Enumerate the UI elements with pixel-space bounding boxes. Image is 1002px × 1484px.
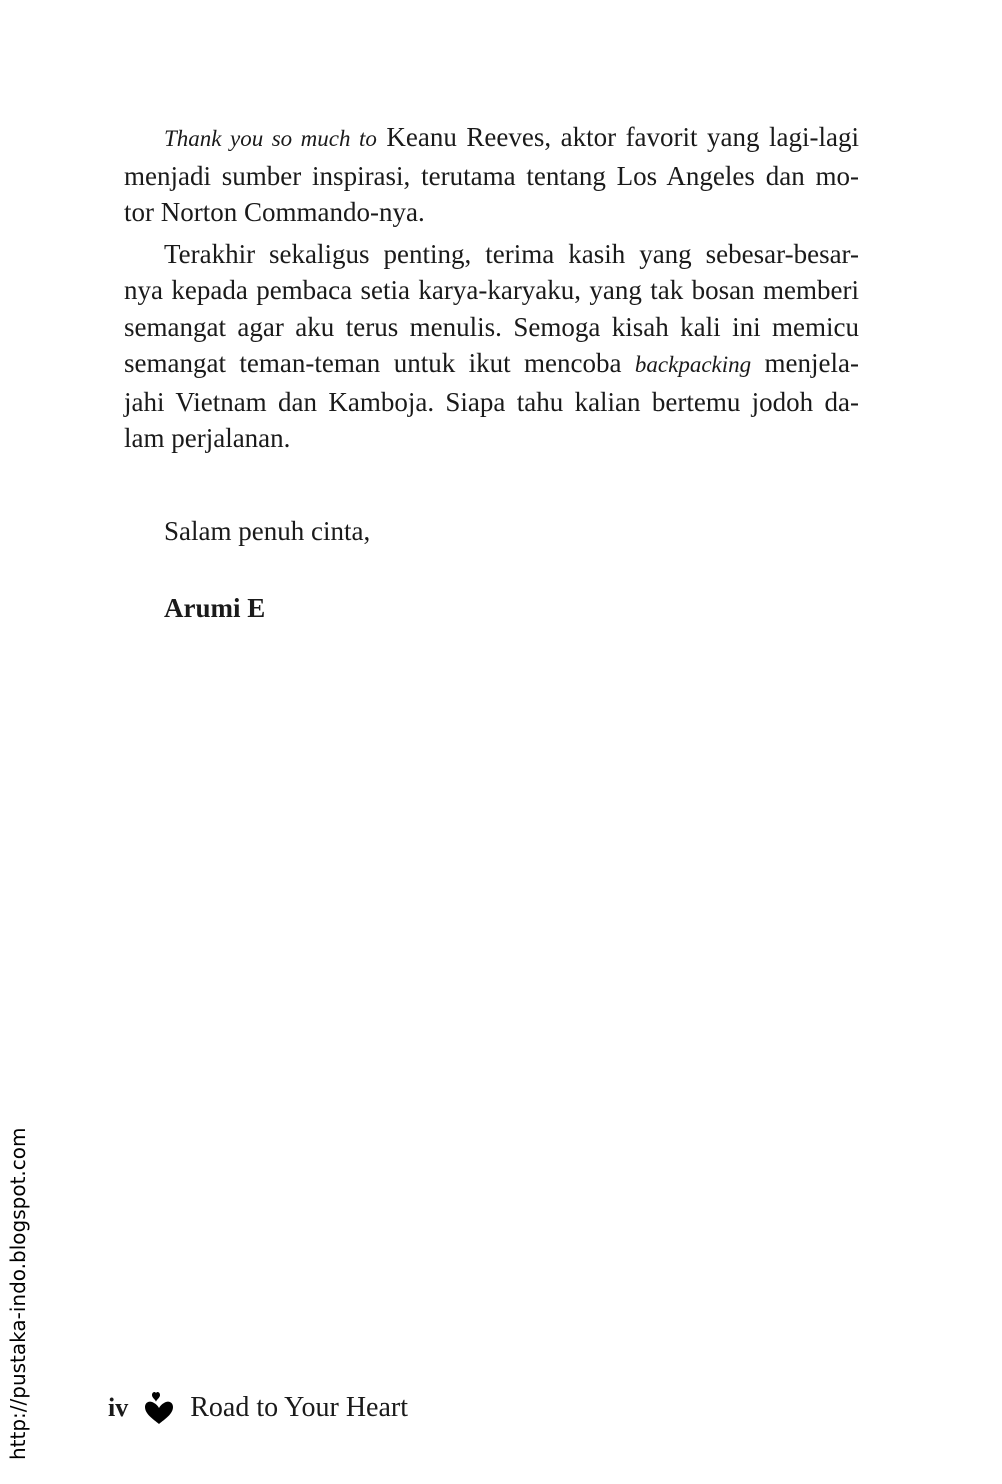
paragraph-1-line-2: menjadi sumber inspirasi, terutama tentang Los Angeles dan mo- (124, 160, 859, 191)
paragraph-2-line-4-after: menjela- (751, 348, 859, 378)
page-number: iv (108, 1393, 129, 1422)
page-footer (108, 1388, 408, 1428)
paragraph-2-line-5: jahi Vietnam dan Kamboja. Siapa tahu kalian bertemu jodoh da- (124, 386, 859, 417)
closing-salutation: Salam penuh cinta, (164, 516, 371, 546)
paragraph-2-line-4-before: semangat teman-teman untuk ikut mencoba (124, 348, 635, 378)
paragraph-1-line-1-rest: Keanu Reeves, aktor favorit yang lagi-lagi (376, 122, 859, 152)
backpacking-italic: backpacking (634, 352, 752, 377)
paragraph-2-line-6: lam perjalanan. (124, 423, 291, 453)
paragraph-1-line-1 (124, 119, 859, 158)
paragraph-2-line-1: Terakhir sekaligus penting, terima kasih yang sebesar-besar- (164, 238, 859, 269)
watermark-url: http://pustaka-indo.blogspot.com (6, 1127, 30, 1460)
paragraph-1-line-3: tor Norton Commando-nya. (124, 197, 425, 227)
book-title: Road to Your Heart (190, 1392, 408, 1423)
body-text (124, 119, 859, 457)
heart-icon (142, 1390, 176, 1426)
paragraph-2-line-4 (124, 345, 859, 384)
paragraph-2-line-3: semangat agar aku terus menulis. Semoga kisah kali ini memicu (124, 311, 859, 342)
lead-italic-phrase: Thank you so much to (164, 126, 377, 151)
author-signature: Arumi E (164, 593, 266, 623)
paragraph-2-line-2: nya kepada pembaca setia karya-karyaku, yang tak bosan memberi (124, 275, 859, 305)
